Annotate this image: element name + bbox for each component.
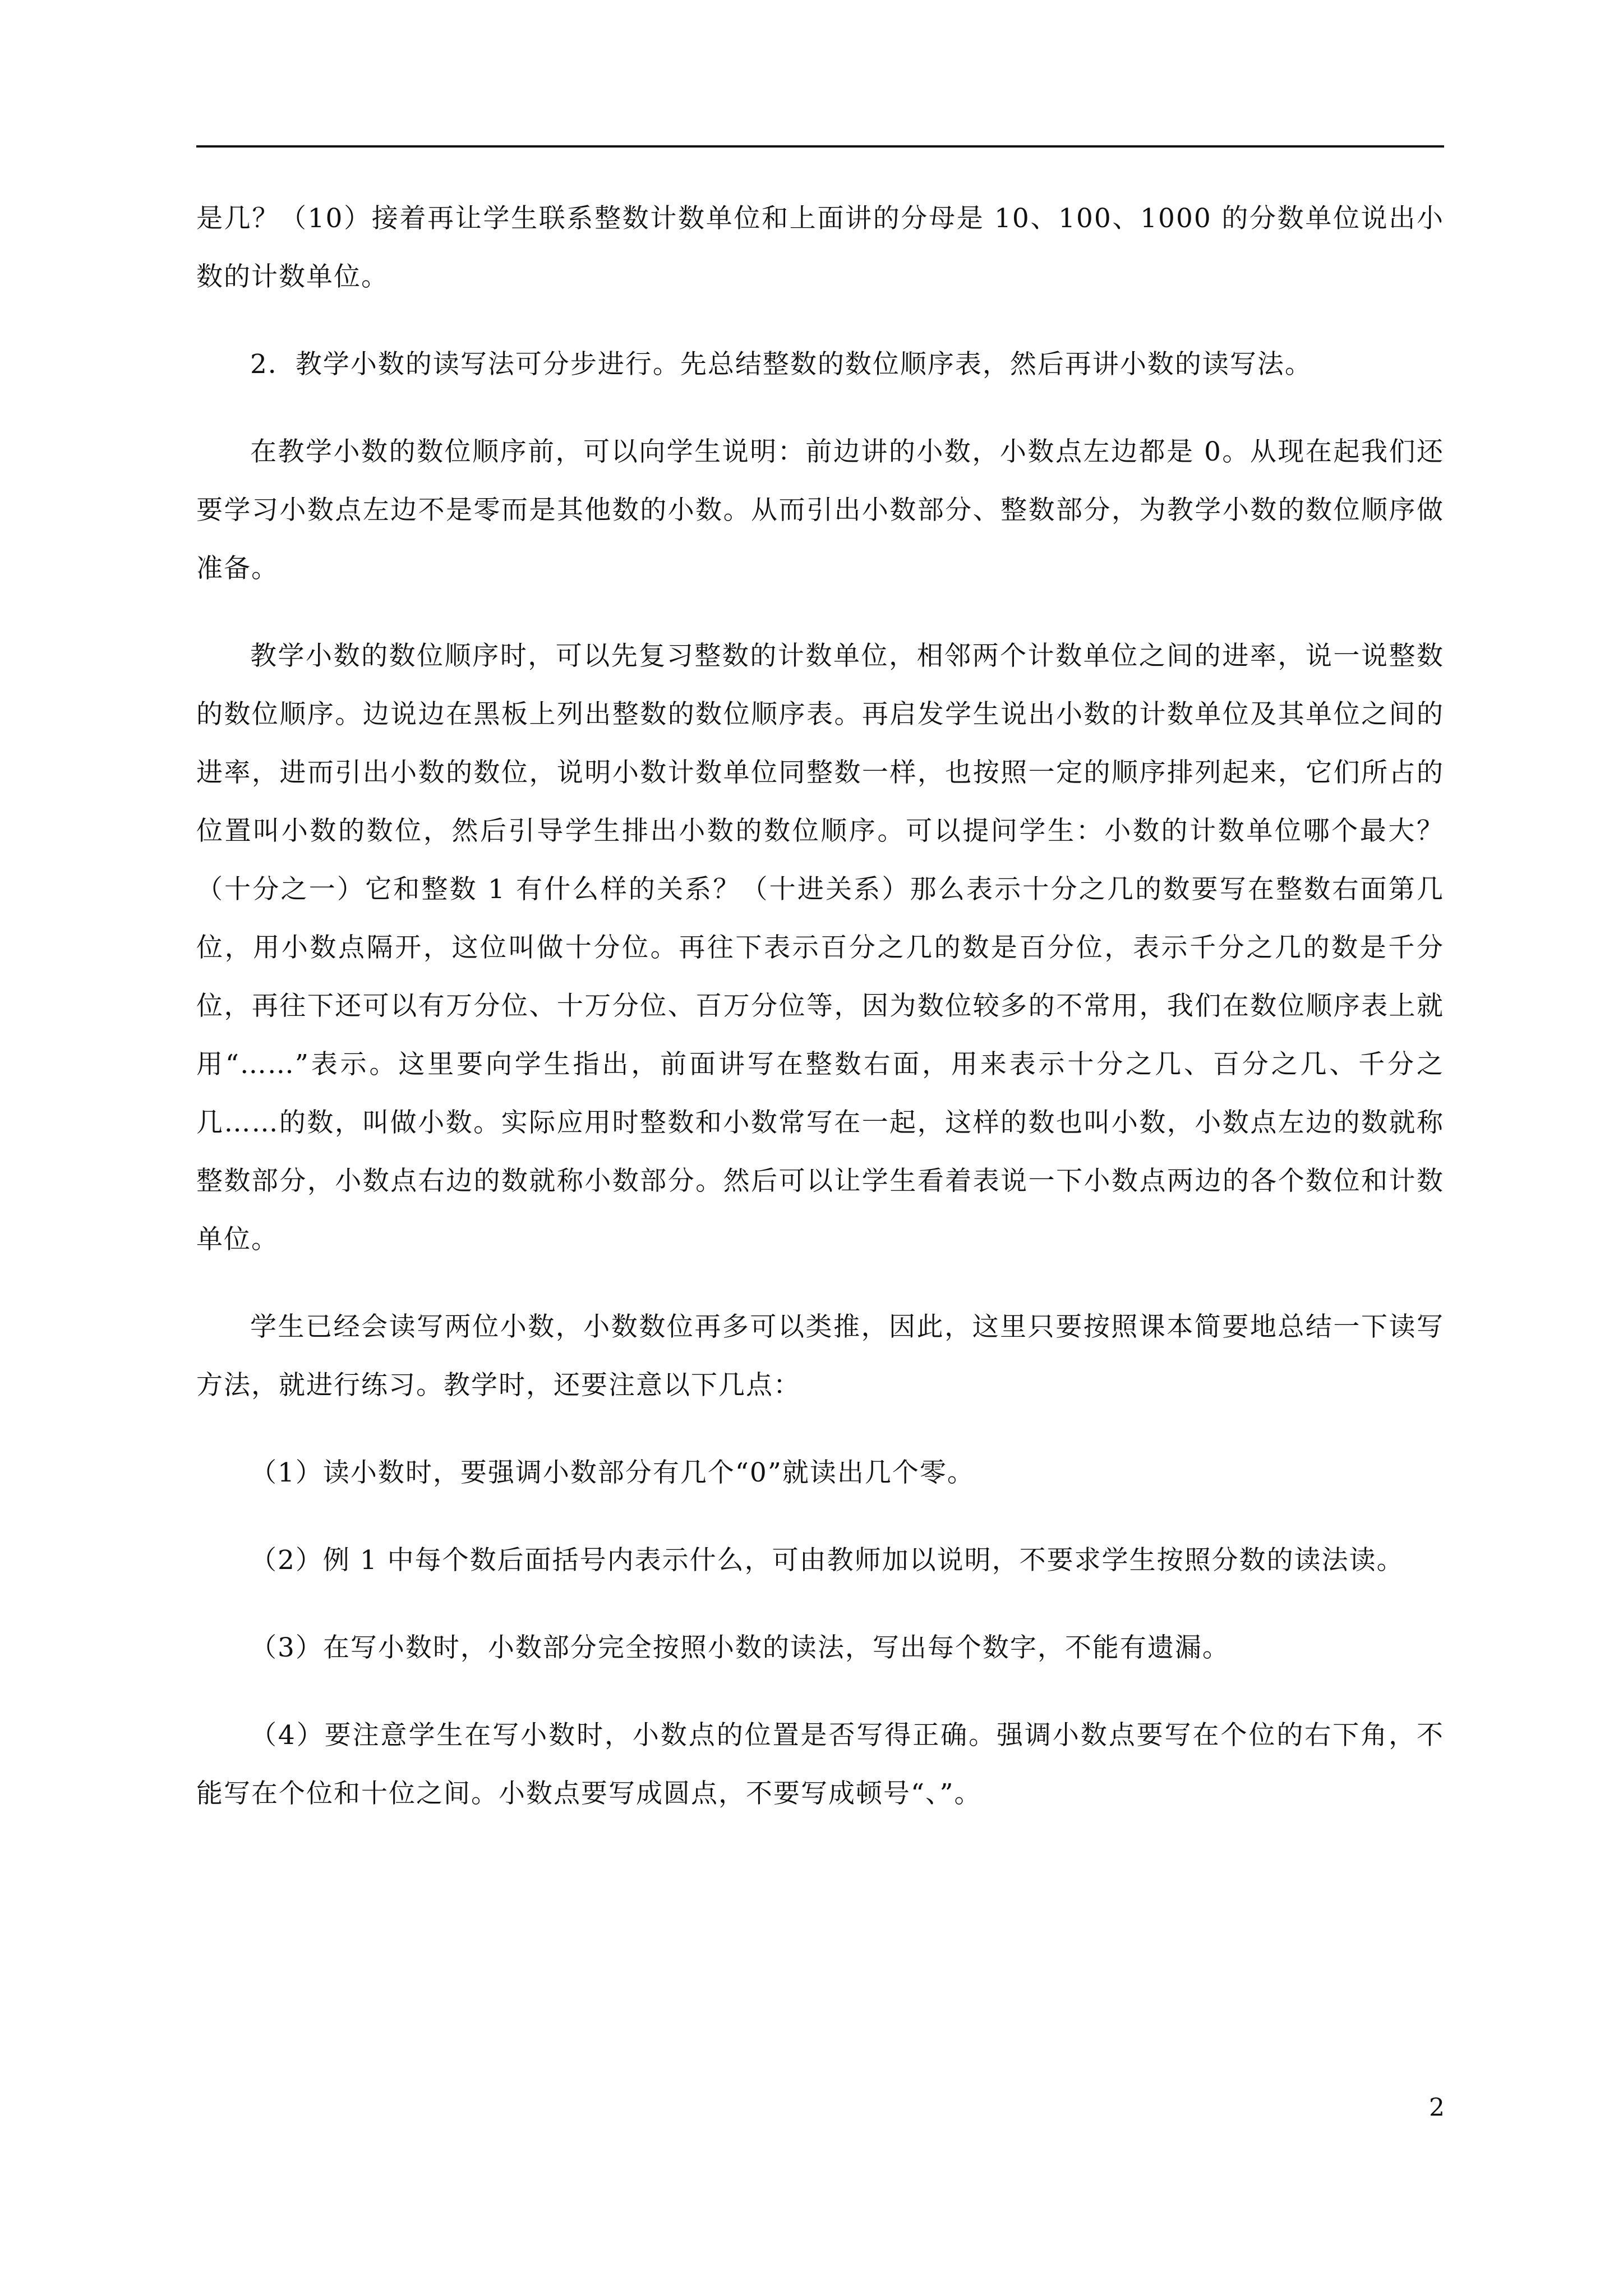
paragraph-place-order-intro: 在教学小数的数位顺序前，可以向学生说明：前边讲的小数，小数点左边都是 0。从现在起我们还要学习小数点左边不是零而是其他数的小数。从而引出小数部分、整数部分，为教学小数的数位顺序做准备。 (196, 436, 1444, 584)
paragraph-point-2: （2）例 1 中每个数后面括号内表示什么，可由教师加以说明，不要求学生按照分数的读法读。 (250, 1545, 1404, 1576)
paragraph-point-3: （3）在写小数时，小数部分完全按照小数的读法，写出每个数字，不能有遗漏。 (250, 1632, 1230, 1663)
page-number: 2 (1429, 2093, 1445, 2122)
paragraph-place-order-teaching: 教学小数的数位顺序时，可以先复习整数的计数单位，相邻两个计数单位之间的进率，说一说整数的数位顺序。边说边在黑板上列出整数的数位顺序表。再启发学生说出小数的计数单位及其单位之间的进率，进而引出小数的数位，说明小数计数单位同整数一样，也按照一定的顺序排列起来，它们所占的位置叫小数的数位，然后引导学生排出小数的数位顺序。可以提问学生：小数的计数单位哪个最大？（十分之一）它和整数 1 有什么样的关系？（十进关系）那么表示十分之几的数要写在整数右面第几位，用小数点隔开，这位叫做十分位。再往下表示百分之几的数是百分位，表示千分之几的数是千分位，再往下还可以有万分位、十万分位、百万分位等，因为数位较多的不常用，我们在数位顺序表上就用“……”表示。这里要向学生指出，前面讲写在整数右面，用来表示十分之几、百分之几、千分之几……的数，叫做小数。实际应用时整数和小数常写在一起，这样的数也叫小数，小数点左边的数就称整数部分，小数点右边的数就称小数部分。然后可以让学生看着表说一下小数点两边的各个数位和计数单位。 (196, 641, 1444, 1255)
paragraph-reading-writing-steps: 2．教学小数的读写法可分步进行。先总结整数的数位顺序表，然后再讲小数的读写法。 (250, 349, 1312, 380)
document-body (196, 190, 1444, 1823)
paragraph-reading-writing-summary: 学生已经会读写两位小数，小数数位再多可以类推，因此，这里只要按照课本简要地总结一下读写方法，就进行练习。教学时，还要注意以下几点： (196, 1312, 1444, 1401)
paragraph-continued: 是几？（10）接着再让学生联系整数计数单位和上面讲的分母是 10、100、1000 的分数单位说出小数的计数单位。 (196, 203, 1444, 292)
header-rule (196, 145, 1444, 148)
paragraph-point-1: （1）读小数时，要强调小数部分有几个“0”就读出几个零。 (250, 1457, 975, 1488)
paragraph-point-4: （4）要注意学生在写小数时，小数点的位置是否写得正确。强调小数点要写在个位的右下角，不能写在个位和十位之间。小数点要写成圆点，不要写成顿号“、”。 (196, 1720, 1444, 1809)
